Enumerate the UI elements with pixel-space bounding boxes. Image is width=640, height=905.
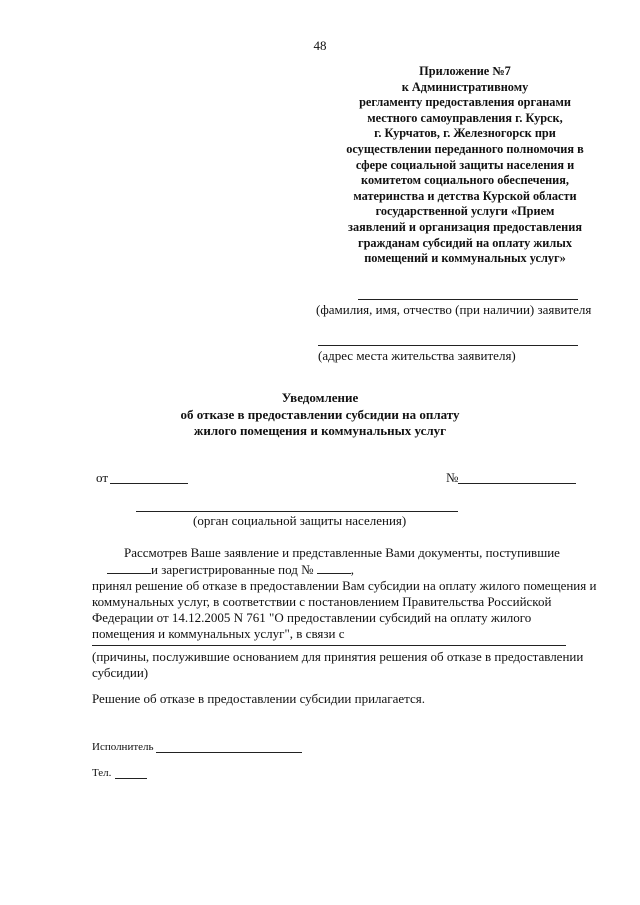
body-line	[107, 562, 354, 578]
appendix-header	[322, 64, 608, 267]
date-line	[110, 483, 188, 484]
body-line: Рассмотрев Ваше заявление и представленные Вами документы, поступившие	[124, 545, 560, 560]
appendix-line: государственной услуги «Прием	[375, 204, 555, 219]
body-line: помещения и коммунальных услуг", в связи с	[92, 626, 345, 641]
organ-caption: (орган социальной защиты населения)	[193, 513, 407, 528]
appendix-line: местного самоуправления г. Курск,	[367, 110, 563, 125]
notice-title-line2: об отказе в предоставлении субсидии на оплату	[180, 406, 460, 422]
registration-number-blank	[317, 562, 351, 574]
appendix-line: гражданам субсидий на оплату жилых	[357, 235, 572, 250]
notice-title-line1: Уведомление	[281, 390, 359, 405]
organ-line	[136, 511, 458, 512]
applicant-name-line	[358, 299, 578, 300]
body-line: коммунальных услуг, в соответствии с постановлением Правительства Российской	[92, 594, 552, 609]
page-number: 48	[313, 38, 327, 53]
appendix-line: помещений и коммунальных услуг»	[364, 251, 566, 266]
applicant-name-caption: (фамилия, имя, отчество (при наличии) заявителя	[316, 302, 592, 317]
appendix-line: сфере социальной защиты населения и	[355, 157, 575, 172]
phone-label: Тел.	[92, 767, 112, 779]
appendix-line: комитетом социального обеспечения,	[361, 173, 569, 188]
notice-title-line3: жилого помещения и коммунальных услуг	[193, 423, 447, 438]
decision-text: Решение об отказе в предоставлении субсидии прилагается.	[92, 691, 425, 706]
registration-comma: ,	[350, 562, 354, 577]
from-label: от	[96, 470, 109, 485]
notice-title	[0, 390, 640, 440]
document-number-line	[458, 483, 576, 484]
appendix-line: осуществлении переданного полномочия в	[346, 141, 584, 156]
number-label: №	[446, 470, 459, 485]
appendix-line: к Административному	[401, 79, 529, 94]
executor-label: Исполнитель	[92, 741, 154, 753]
appendix-line: материнства и детства Курской области	[353, 188, 577, 203]
reasons-caption-line1: (причины, послужившие основанием для принятия решения об отказе в предоставлении	[92, 649, 584, 664]
body-line: принял решение об отказе в предоставлении Вам субсидии на оплату жилого помещения и	[92, 578, 597, 593]
body-line: Федерации от 14.12.2005 N 761 "О предоставлении субсидий на оплату жилого	[92, 610, 532, 625]
reasons-line	[92, 645, 566, 646]
appendix-line: г. Курчатов, г. Железногорск при	[374, 126, 556, 141]
registration-text: и зарегистрированные под №	[151, 562, 314, 577]
reasons-caption-line2: субсидии)	[92, 665, 149, 680]
applicant-address-line	[318, 345, 578, 346]
applicant-address-caption: (адрес места жительства заявителя)	[318, 348, 516, 363]
appendix-line: Приложение №7	[419, 64, 511, 78]
executor-line	[156, 752, 302, 753]
incoming-date-blank	[107, 562, 151, 574]
appendix-line: регламенту предоставления органами	[359, 95, 571, 110]
phone-line	[115, 778, 147, 779]
appendix-line: заявлений и организация предоставления	[348, 219, 582, 234]
